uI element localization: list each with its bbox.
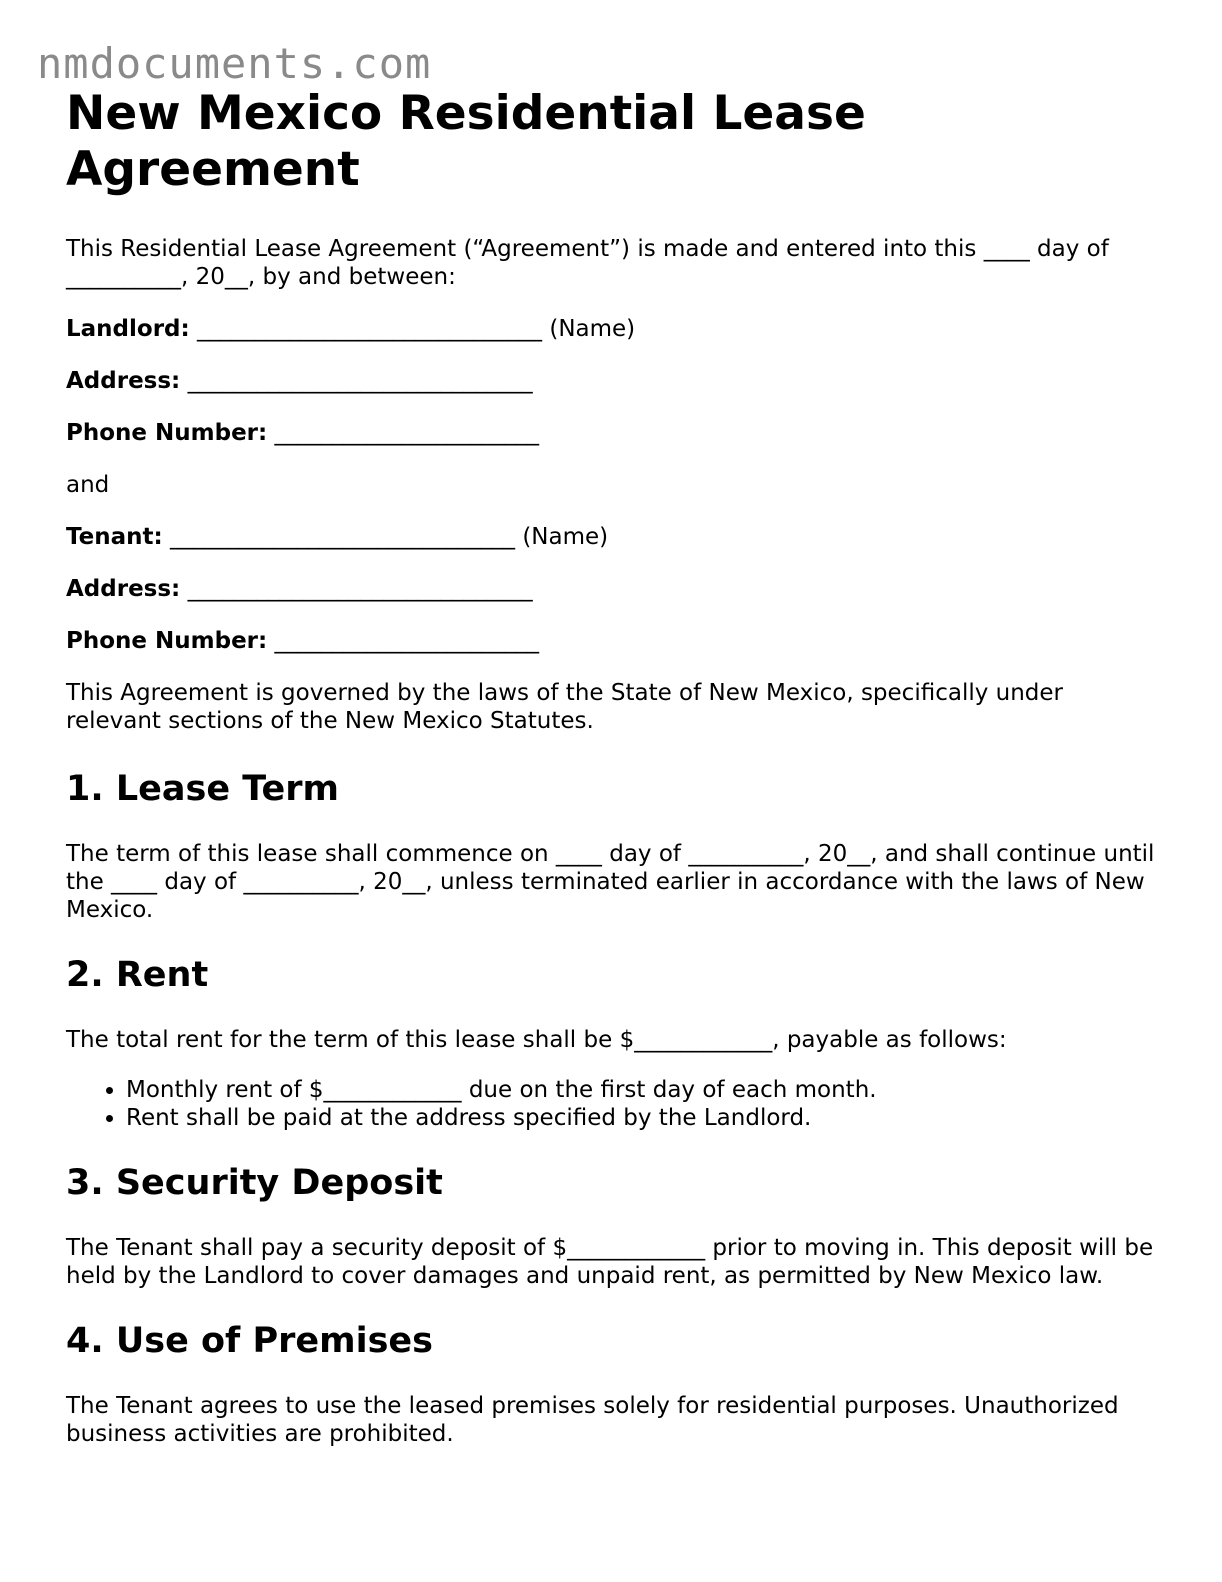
tenant-phone-field [66,627,1156,655]
section-heading-rent: 2. Rent [66,955,209,995]
tenant-name-field [66,523,1156,551]
list-item: • Monthly rent of $____________ due on the first day of each month. [126,1076,1156,1104]
tenant-name-blank: ______________________________ [170,524,516,550]
landlord-address-blank: ______________________________ [187,368,533,394]
tenant-name-label: Tenant: [66,524,163,550]
landlord-name-suffix: (Name) [549,316,636,342]
governing-law-paragraph: This Agreement is governed by the laws of the State of New Mexico, specifically under relevant sections of the New Mexico Statutes. [66,680,1064,734]
tenant-phone-blank: _______________________ [274,628,540,654]
landlord-phone-field [66,419,1156,447]
landlord-address-field [66,367,1156,395]
document-title: New Mexico Residential Lease Agreement [66,86,866,197]
landlord-name-label: Landlord: [66,316,190,342]
landlord-phone-label: Phone Number: [66,420,268,446]
tenant-address-label: Address: [66,576,181,602]
landlord-address-label: Address: [66,368,181,394]
list-item: • Rent shall be paid at the address specified by the Landlord. [126,1104,1156,1132]
site-watermark: nmdocuments.com [37,39,432,88]
tenant-address-blank: ______________________________ [187,576,533,602]
tenant-address-field [66,575,1156,603]
and-connector: and [66,472,110,498]
landlord-phone-blank: _______________________ [274,420,540,446]
section-heading-lease-term: 1. Lease Term [66,769,339,809]
lease-document [66,86,1156,1448]
intro-paragraph: This Residential Lease Agreement (“Agreement”) is made and entered into this ____ day of __________, 20__, by and between: [66,236,1109,290]
landlord-name-blank: ______________________________ [197,316,543,342]
section-heading-security-deposit: 3. Security Deposit [66,1163,443,1203]
section-heading-use-of-premises: 4. Use of Premises [66,1321,433,1361]
landlord-name-field [66,315,1156,343]
section-body-lease-term: The term of this lease shall commence on ____ day of __________, 20__, and shall continue until the ____ day of __________, 20__, unless terminated earlier in accordance with the laws of New Mexico. [66,841,1155,923]
section-body-rent: The total rent for the term of this lease shall be $____________, payable as follows: [66,1027,1007,1053]
tenant-name-suffix: (Name) [522,524,609,550]
tenant-phone-label: Phone Number: [66,628,268,654]
section-body-use-of-premises: The Tenant agrees to use the leased premises solely for residential purposes. Unauthorized business activities are prohibited. [66,1393,1119,1447]
rent-terms-list [66,1076,1156,1132]
section-body-security-deposit: The Tenant shall pay a security deposit of $____________ prior to moving in. This deposit will be held by the Landlord to cover damages and unpaid rent, as permitted by New Mexico law. [66,1235,1154,1289]
